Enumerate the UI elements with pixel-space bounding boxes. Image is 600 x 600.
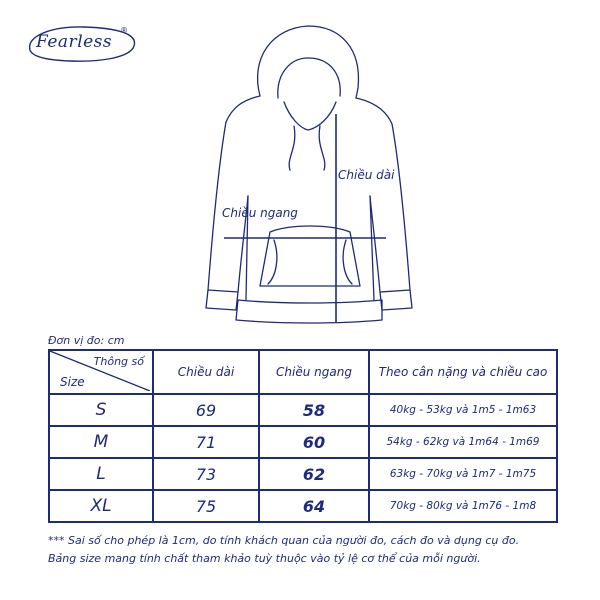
size-cell: S [49,394,153,426]
width-header: Chiều ngang [259,350,369,394]
brand-name: Fearless [36,32,113,52]
size-cell: L [49,458,153,490]
length-label: Chiều dài [338,168,395,182]
table-row [49,458,557,490]
width-cell: 64 [259,490,369,522]
width-label: Chiều ngang [222,206,298,220]
registered-mark: ® [120,26,128,35]
width-cell: 62 [259,458,369,490]
length-cell: 75 [153,490,259,522]
size-header-label: Size [60,375,85,389]
footnote-tolerance: *** Sai số cho phép là 1cm, do tính khách quan của người đo, cách đo và dụng cụ đo. [48,534,520,547]
size-cell: XL [49,490,153,522]
width-cell: 58 [259,394,369,426]
spec-header-label: Thông số [93,355,144,368]
length-cell: 71 [153,426,259,458]
table-row [49,394,557,426]
fit-header: Theo cân nặng và chiều cao [369,350,557,394]
length-cell: 69 [153,394,259,426]
table-header-row [49,350,557,394]
unit-label: Đơn vị đo: cm [48,334,125,347]
fit-cell: 63kg - 70kg và 1m7 - 1m75 [369,458,557,490]
length-cell: 73 [153,458,259,490]
corner-header-cell [49,350,153,394]
table-row [49,490,557,522]
size-cell: M [49,426,153,458]
fit-cell: 54kg - 62kg và 1m64 - 1m69 [369,426,557,458]
footnote-reference: Bảng size mang tính chất tham khảo tuỳ thuộc vào tỷ lệ cơ thể của mỗi người. [48,552,481,565]
table-row [49,426,557,458]
fit-cell: 70kg - 80kg và 1m76 - 1m8 [369,490,557,522]
brand-logo [22,22,140,66]
length-header: Chiều dài [153,350,259,394]
width-cell: 60 [259,426,369,458]
fit-cell: 40kg - 53kg và 1m5 - 1m63 [369,394,557,426]
size-table [48,349,558,523]
